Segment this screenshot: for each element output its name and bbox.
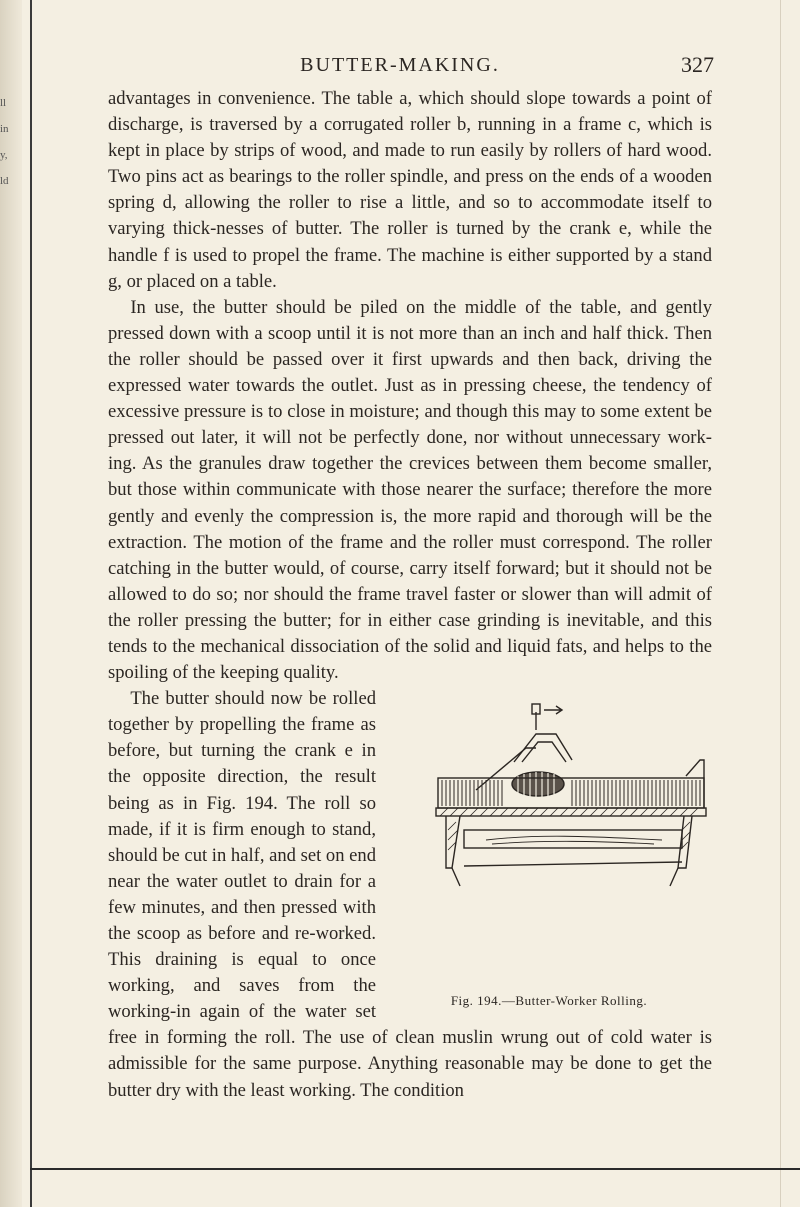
page-right-edge — [780, 0, 781, 1207]
page-left-border — [30, 0, 32, 1207]
page-header — [0, 54, 800, 84]
figure-butter-worker — [386, 690, 712, 1012]
figure-caption: Fig. 194.—Butter-Worker Rolling. — [450, 993, 648, 1009]
spine-marks: ll in y, ld — [0, 97, 9, 187]
page-bottom-rule — [30, 1168, 800, 1170]
page-number: 327 — [681, 52, 714, 77]
paragraph-2: In use, the butter should be piled on the middle of the table, and gently pressed down with a scoop until it is not more than an inch and half thick. Then the roller should be passed over it first upwards and then back, driving the expressed water towards the outlet. Just as in pressing cheese, the tendency of excessive pressure is to close in moisture; and though this may to some extent be pressed out later, it will not be perfectly done, nor without unnecessary work-ing. As the granules draw together the crevices between them become smaller, but those within communicate with those nearer the surface; therefore the more gently and evenly the compression is, the more rapid and thorough will be the extraction. The motion of the frame and the roller must correspond. The roller catching in the butter would, of course, carry itself forward; but it should not be allowed to do so; nor should the frame travel faster or slower than will admit of the roller pressing the butter; for in either case grinding is inevitable, and this tends to the mechanical dissociation of the solid and liquid fats, and helps to the spoiling of the keeping quality. — [108, 296, 712, 684]
butter-worker-illustration — [386, 690, 712, 986]
running-head: BUTTER-MAKING. — [300, 54, 500, 76]
paragraph-1: advantages in convenience. The table a, which should slope towards a point of discharge, is traversed by a corrugated roller b, running in a frame c, which is kept in place by strips of wood, and made to run easily by rollers of hard wood. Two pins act as bearings to the roller spindle, and press on the ends of a wooden spring d, allowing the roller to rise a little, and so to accommodate itself to varying thick-nesses of butter. The roller is turned by the crank e, while the handle f is used to propel the frame. The machine is either supported by a stand g, or placed on a table. — [108, 88, 712, 292]
body-text — [108, 86, 712, 1104]
paragraph-3: The butter should now be rolled together by propelling the frame as before, but turning the crank e in the opposite direction, the result being as in Fig. 194. The roll so made, if it is firm enough to stand, should be cut in half, and set on end near the water outlet to drain for a few minutes, and then pressed with the scoop as before and re-worked. This draining is equal to once working, and saves from the working-in again of the water set free in forming the roll. The use of clean muslin wrung out of cold water is admissible for the same purpose. Anything reasonable may be done to get the butter dry with the least working. The condition — [108, 688, 712, 1101]
